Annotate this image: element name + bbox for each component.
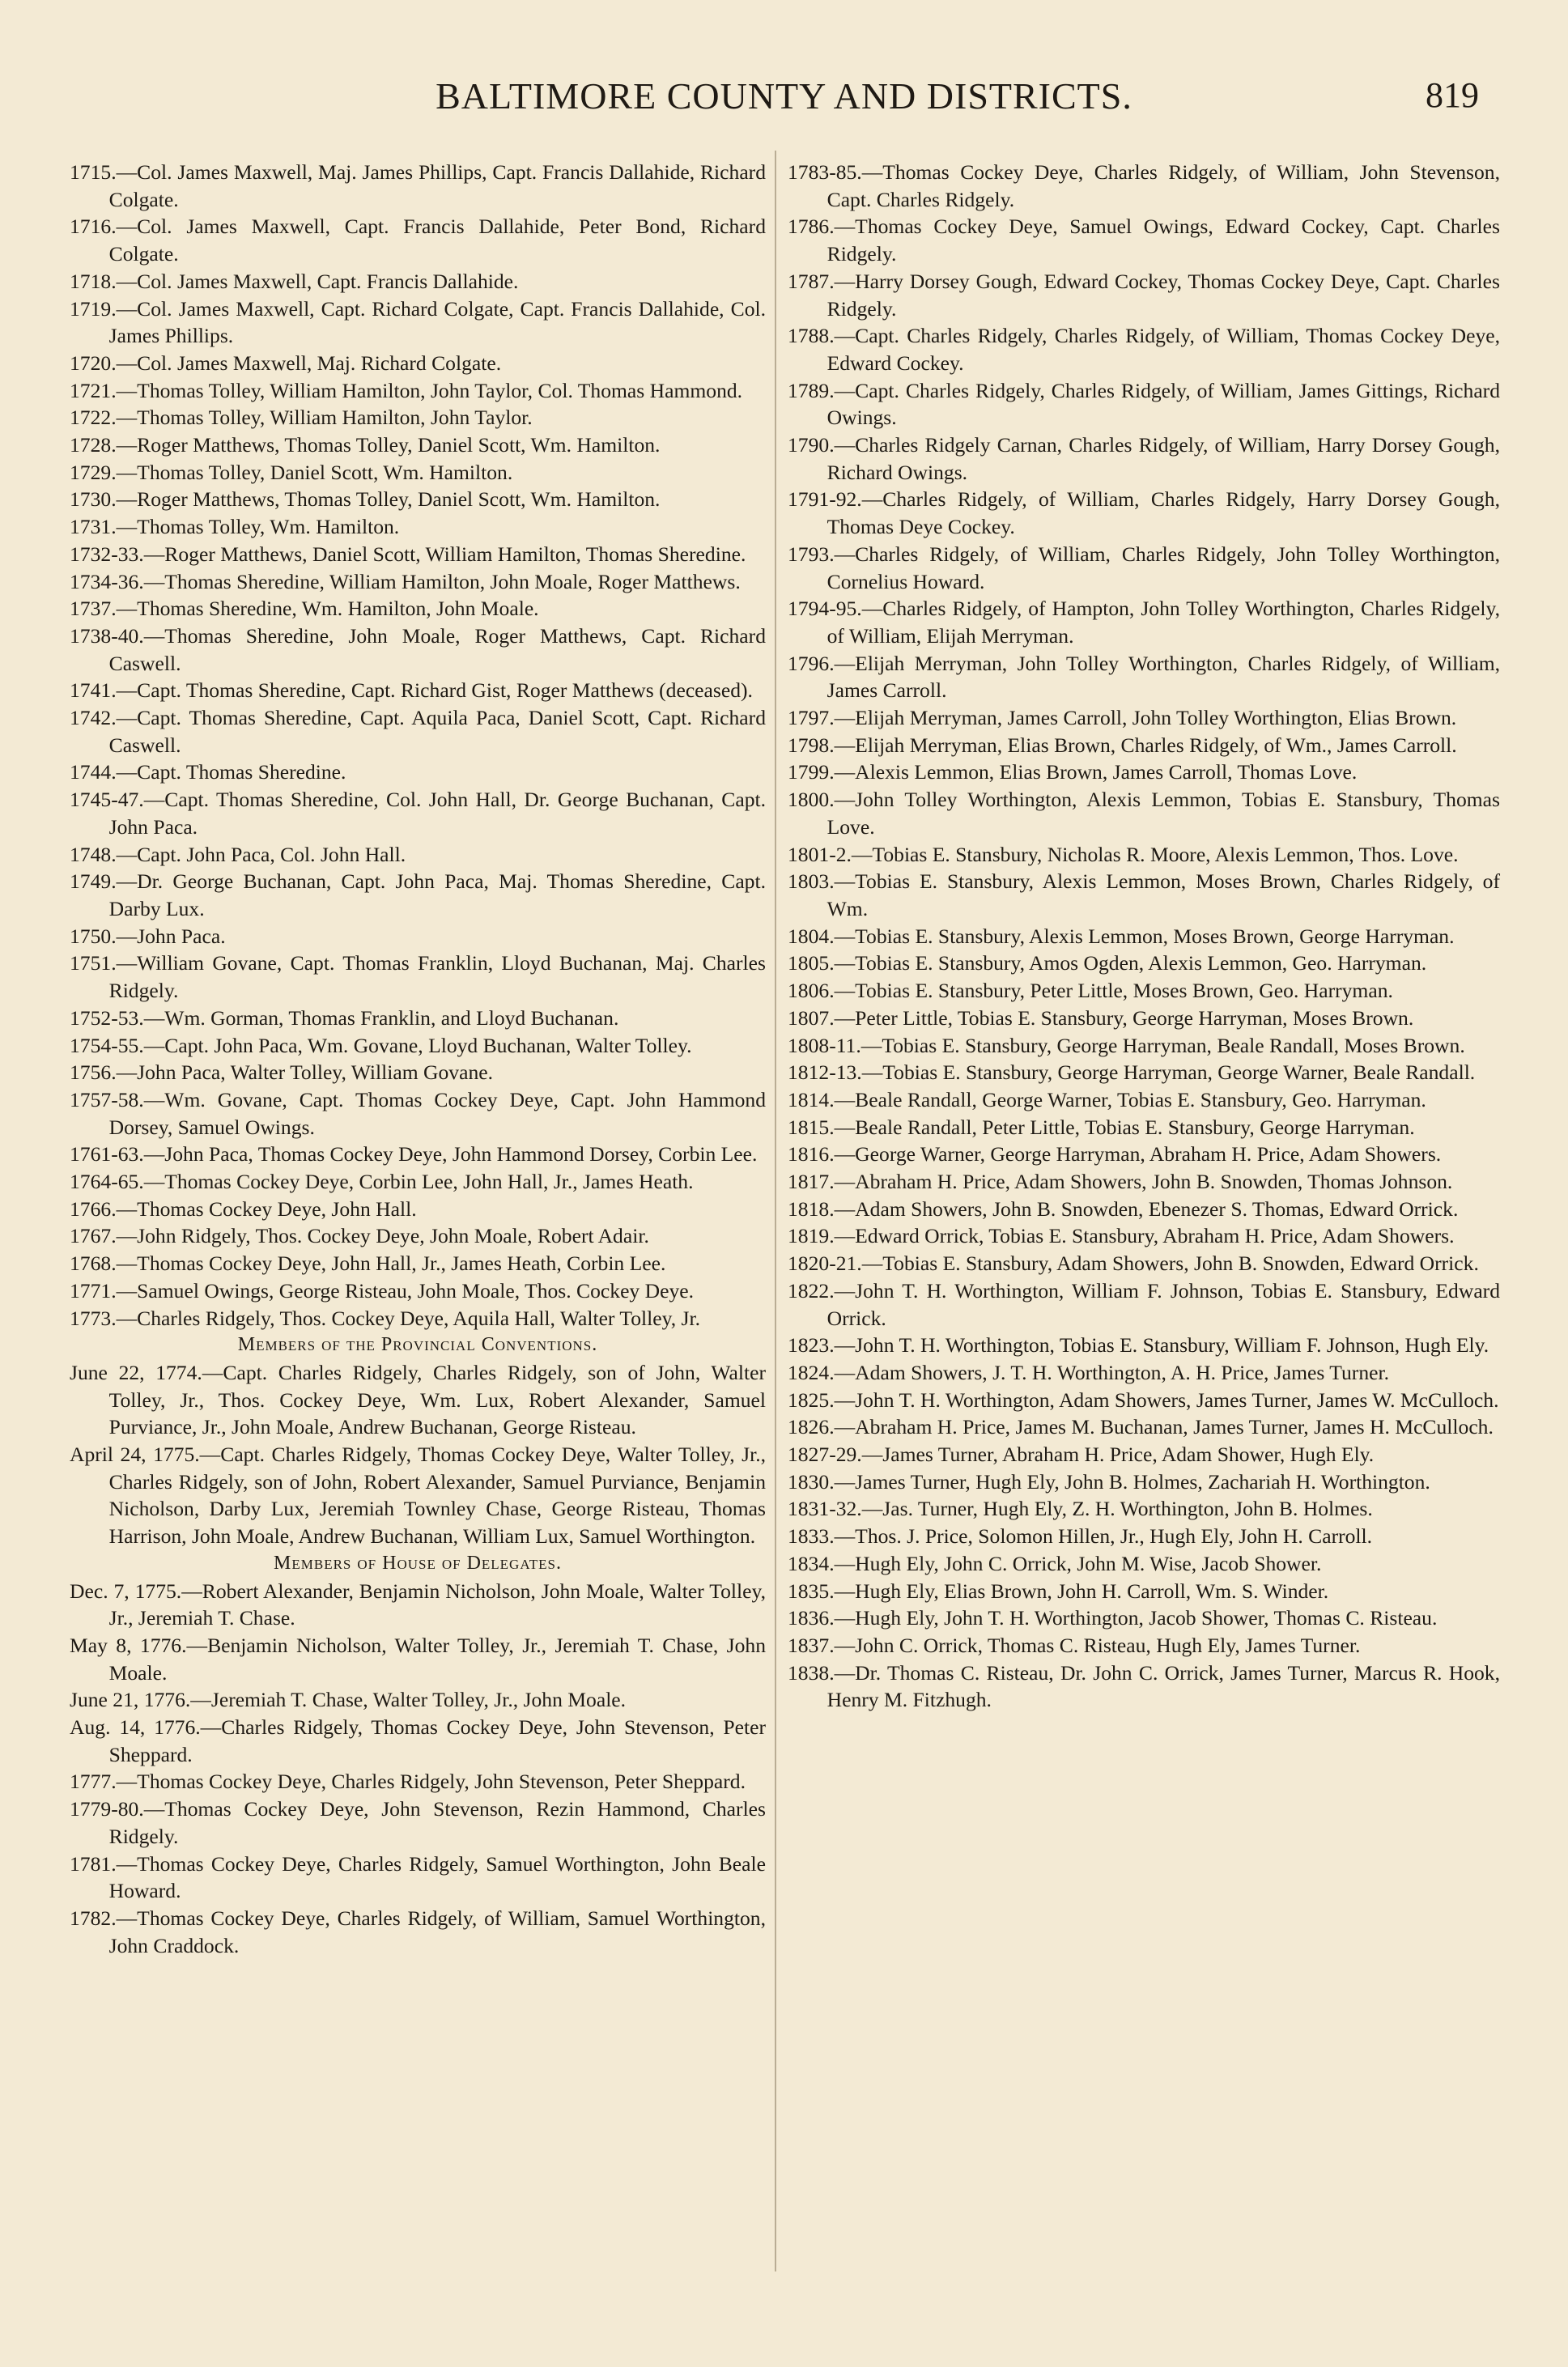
delegate-entry: 1794-95.—Charles Ridgely, of Hampton, John Tolley Worthington, Charles Ridgely, of William, Elijah Merryman. — [788, 597, 1500, 648]
delegate-entry: 1777.—Thomas Cockey Deye, Charles Ridgely, John Stevenson, Peter Sheppard. — [70, 1770, 746, 1794]
delegate-entry: 1799.—Alexis Lemmon, Elias Brown, James Carroll, Thomas Love. — [788, 760, 1358, 784]
delegate-entry: 1807.—Peter Little, Tobias E. Stansbury, George Harryman, Moses Brown. — [788, 1005, 1414, 1030]
delegate-entry: 1749.—Dr. George Buchanan, Capt. John Paca, Maj. Thomas Sheredine, Capt. Darby Lux. — [70, 869, 766, 920]
delegate-entry: 1788.—Capt. Charles Ridgely, Charles Ridgely, of William, Thomas Cockey Deye, Edward Cockey. — [788, 324, 1500, 375]
delegate-entry: 1791-92.—Charles Ridgely, of William, Charles Ridgely, Harry Dorsey Gough, Thomas Deye Cockey. — [788, 487, 1500, 539]
delegate-entry: Aug. 14, 1776.—Charles Ridgely, Thomas Cockey Deye, John Stevenson, Peter Sheppard. — [70, 1715, 766, 1766]
delegate-entry: 1824.—Adam Showers, J. T. H. Worthington, A. H. Price, James Turner. — [788, 1360, 1389, 1384]
delegate-entry: 1722.—Thomas Tolley, William Hamilton, John Taylor. — [70, 406, 533, 430]
delegate-entry: 1742.—Capt. Thomas Sheredine, Capt. Aquila Paca, Daniel Scott, Capt. Richard Caswell. — [70, 706, 766, 757]
delegate-entry: 1797.—Elijah Merryman, James Carroll, John Tolley Worthington, Elias Brown. — [788, 706, 1457, 730]
delegate-entry: 1718.—Col. James Maxwell, Capt. Francis Dallahide. — [70, 269, 519, 293]
page-title: BALTIMORE COUNTY AND DISTRICTS. — [436, 75, 1132, 117]
delegate-entry: 1715.—Col. James Maxwell, Maj. James Phillips, Capt. Francis Dallahide, Richard Colgate. — [70, 160, 766, 211]
delegate-entry: 1773.—Charles Ridgely, Thos. Cockey Deye, Aquila Hall, Walter Tolley, Jr. — [70, 1306, 701, 1330]
delegate-entry: 1837.—John C. Orrick, Thomas C. Risteau, Hugh Ely, James Turner. — [788, 1633, 1361, 1657]
delegate-entry: 1764-65.—Thomas Cockey Deye, Corbin Lee, John Hall, Jr., James Heath. — [70, 1170, 694, 1194]
delegate-entry: 1830.—James Turner, Hugh Ely, John B. Holmes, Zachariah H. Worthington. — [788, 1469, 1430, 1494]
delegate-entry: 1790.—Charles Ridgely Carnan, Charles Ridgely, of William, Harry Dorsey Gough, Richard Owings. — [788, 433, 1500, 484]
delegate-entry: 1808-11.—Tobias E. Stansbury, George Harryman, Beale Randall, Moses Brown. — [788, 1033, 1465, 1057]
column-divider — [775, 151, 776, 2271]
delegate-entry: 1761-63.—John Paca, Thomas Cockey Deye, John Hammond Dorsey, Corbin Lee. — [70, 1142, 758, 1167]
delegate-entry: 1796.—Elijah Merryman, John Tolley Worthington, Charles Ridgely, of William, James Carroll. — [788, 651, 1500, 703]
delegate-entry: 1819.—Edward Orrick, Tobias E. Stansbury, Abraham H. Price, Adam Showers. — [788, 1224, 1455, 1248]
delegate-entry: 1818.—Adam Showers, John B. Snowden, Ebenezer S. Thomas, Edward Orrick. — [788, 1196, 1459, 1221]
delegate-entry: 1721.—Thomas Tolley, William Hamilton, John Taylor, Col. Thomas Hammond. — [70, 378, 743, 402]
delegate-entry: 1812-13.—Tobias E. Stansbury, George Harryman, George Warner, Beale Randall. — [788, 1060, 1476, 1085]
section-heading: Members of House of Delegates. — [274, 1552, 562, 1574]
section-heading: Members of the Provincial Conventions. — [237, 1334, 598, 1356]
delegate-entry: Dec. 7, 1775.—Robert Alexander, Benjamin Nicholson, John Moale, Walter Tolley, Jr., Jeremiah T. Chase. — [70, 1579, 766, 1630]
delegate-entry: 1822.—John T. H. Worthington, William F. Johnson, Tobias E. Stansbury, Edward Orrick. — [788, 1278, 1500, 1330]
delegate-entry: 1833.—Thos. J. Price, Solomon Hillen, Jr., Hugh Ely, John H. Carroll. — [788, 1524, 1373, 1549]
delegate-entry: 1741.—Capt. Thomas Sheredine, Capt. Richard Gist, Roger Matthews (deceased). — [70, 678, 753, 703]
delegate-entry: 1771.—Samuel Owings, George Risteau, John Moale, Thos. Cockey Deye. — [70, 1278, 695, 1302]
delegate-entry: 1817.—Abraham H. Price, Adam Showers, John B. Snowden, Thomas Johnson. — [788, 1170, 1453, 1194]
delegate-entry: 1732-33.—Roger Matthews, Daniel Scott, William Hamilton, Thomas Sheredine. — [70, 542, 746, 566]
delegate-entry: 1827-29.—James Turner, Abraham H. Price, Adam Shower, Hugh Ely. — [788, 1443, 1375, 1467]
delegate-entry: 1728.—Roger Matthews, Thomas Tolley, Daniel Scott, Wm. Hamilton. — [70, 433, 661, 457]
delegate-entry: 1752-53.—Wm. Gorman, Thomas Franklin, and Lloyd Buchanan. — [70, 1005, 619, 1030]
delegate-entry: 1730.—Roger Matthews, Thomas Tolley, Daniel Scott, Wm. Hamilton. — [70, 487, 661, 512]
delegate-entry: 1719.—Col. James Maxwell, Capt. Richard Colgate, Capt. Francis Dallahide, Col. James Phillips. — [70, 296, 766, 348]
delegate-entry: 1793.—Charles Ridgely, of William, Charles Ridgely, John Tolley Worthington, Cornelius Howard. — [788, 542, 1500, 593]
delegate-entry: 1766.—Thomas Cockey Deye, John Hall. — [70, 1196, 417, 1221]
delegate-entry: 1737.—Thomas Sheredine, Wm. Hamilton, John Moale. — [70, 597, 539, 621]
delegate-entry: 1781.—Thomas Cockey Deye, Charles Ridgely, Samuel Worthington, John Beale Howard. — [70, 1851, 766, 1903]
delegate-entry: 1767.—John Ridgely, Thos. Cockey Deye, John Moale, Robert Adair. — [70, 1224, 649, 1248]
delegate-entry: 1745-47.—Capt. Thomas Sheredine, Col. John Hall, Dr. George Buchanan, Capt. John Paca. — [70, 788, 766, 839]
delegate-entry: 1836.—Hugh Ely, John T. H. Worthington, Jacob Shower, Thomas C. Risteau. — [788, 1606, 1438, 1630]
delegate-entry: 1768.—Thomas Cockey Deye, John Hall, Jr., James Heath, Corbin Lee. — [70, 1251, 666, 1276]
delegate-entry: 1720.—Col. James Maxwell, Maj. Richard Colgate. — [70, 351, 502, 375]
delegate-entry: 1731.—Thomas Tolley, Wm. Hamilton. — [70, 515, 400, 539]
delegate-entry: 1729.—Thomas Tolley, Daniel Scott, Wm. Hamilton. — [70, 460, 513, 484]
delegate-entry: 1816.—George Warner, George Harryman, Abraham H. Price, Adam Showers. — [788, 1142, 1442, 1167]
delegate-entry: 1826.—Abraham H. Price, James M. Buchanan, James Turner, James H. McCulloch. — [788, 1415, 1494, 1439]
delegate-entry: 1744.—Capt. Thomas Sheredine. — [70, 760, 346, 784]
delegate-entry: 1786.—Thomas Cockey Deye, Samuel Owings, Edward Cockey, Capt. Charles Ridgely. — [788, 215, 1500, 266]
delegate-entry: 1815.—Beale Randall, Peter Little, Tobias E. Stansbury, George Harryman. — [788, 1115, 1415, 1139]
delegate-entry: 1820-21.—Tobias E. Stansbury, Adam Showers, John B. Snowden, Edward Orrick. — [788, 1251, 1479, 1276]
delegate-entry: May 8, 1776.—Benjamin Nicholson, Walter Tolley, Jr., Jeremiah T. Chase, John Moale. — [70, 1633, 766, 1685]
delegate-entry: 1716.—Col. James Maxwell, Capt. Francis Dallahide, Peter Bond, Richard Colgate. — [70, 215, 766, 266]
delegate-entry: 1825.—John T. H. Worthington, Adam Showers, James Turner, James W. McCulloch. — [788, 1387, 1499, 1412]
delegate-entry: June 21, 1776.—Jeremiah T. Chase, Walter Tolley, Jr., John Moale. — [70, 1688, 627, 1712]
delegate-entry: 1831-32.—Jas. Turner, Hugh Ely, Z. H. Worthington, John B. Holmes. — [788, 1497, 1373, 1521]
delegate-entry: 1800.—John Tolley Worthington, Alexis Lemmon, Tobias E. Stansbury, Thomas Love. — [788, 788, 1500, 839]
delegate-entry: 1751.—William Govane, Capt. Thomas Franklin, Lloyd Buchanan, Maj. Charles Ridgely. — [70, 951, 766, 1003]
delegate-entry: 1787.—Harry Dorsey Gough, Edward Cockey, Thomas Cockey Deye, Capt. Charles Ridgely. — [788, 269, 1500, 321]
delegate-entry: 1783-85.—Thomas Cockey Deye, Charles Ridgely, of William, John Stevenson, Capt. Charles Ridgely. — [788, 160, 1500, 211]
delegate-entry: 1806.—Tobias E. Stansbury, Peter Little, Moses Brown, Geo. Harryman. — [788, 979, 1393, 1003]
delegate-entry: 1834.—Hugh Ely, John C. Orrick, John M. Wise, Jacob Shower. — [788, 1551, 1322, 1575]
delegate-entry: 1838.—Dr. Thomas C. Risteau, Dr. John C. Orrick, James Turner, Marcus R. Hook, Henry M. Fitzhugh. — [788, 1660, 1500, 1712]
delegate-entry: 1756.—John Paca, Walter Tolley, William Govane. — [70, 1060, 494, 1085]
delegate-entry: 1738-40.—Thomas Sheredine, John Moale, Roger Matthews, Capt. Richard Caswell. — [70, 623, 766, 675]
delegate-entry: 1782.—Thomas Cockey Deye, Charles Ridgely, of William, Samuel Worthington, John Craddock. — [70, 1906, 766, 1957]
delegate-entry: 1734-36.—Thomas Sheredine, William Hamilton, John Moale, Roger Matthews. — [70, 569, 741, 593]
delegate-entry: 1804.—Tobias E. Stansbury, Alexis Lemmon, Moses Brown, George Harryman. — [788, 924, 1455, 948]
delegate-entry: 1823.—John T. H. Worthington, Tobias E. Stansbury, William F. Johnson, Hugh Ely. — [788, 1333, 1489, 1358]
delegate-entry: April 24, 1775.—Capt. Charles Ridgely, Thomas Cockey Deye, Walter Tolley, Jr., Charles Ridgely, son of John, Robert Alexander, Samuel Purviance, Benjamin Nicholson, Darby Lux, Jeremiah Townley Chase, George Risteau, Thomas Harrison, John Moale, Andrew Buchanan, William Lux, Samuel Worthington. — [70, 1443, 766, 1549]
delegate-entry: 1754-55.—Capt. John Paca, Wm. Govane, Lloyd Buchanan, Walter Tolley. — [70, 1033, 692, 1057]
delegate-entry: 1835.—Hugh Ely, Elias Brown, John H. Carroll, Wm. S. Winder. — [788, 1579, 1329, 1603]
delegate-entry: 1779-80.—Thomas Cockey Deye, John Stevenson, Rezin Hammond, Charles Ridgely. — [70, 1797, 766, 1848]
delegate-entry: 1757-58.—Wm. Govane, Capt. Thomas Cockey Deye, Capt. John Hammond Dorsey, Samuel Owings. — [70, 1087, 766, 1139]
right-column — [788, 159, 1500, 1714]
delegate-entry: 1801-2.—Tobias E. Stansbury, Nicholas R. Moore, Alexis Lemmon, Thos. Love. — [788, 842, 1459, 866]
delegate-entry: 1748.—Capt. John Paca, Col. John Hall. — [70, 842, 406, 866]
delegate-entry: 1803.—Tobias E. Stansbury, Alexis Lemmon, Moses Brown, Charles Ridgely, of Wm. — [788, 869, 1500, 920]
delegate-entry: 1789.—Capt. Charles Ridgely, Charles Ridgely, of William, James Gittings, Richard Owings. — [788, 378, 1500, 430]
delegate-entry: 1814.—Beale Randall, George Warner, Tobias E. Stansbury, Geo. Harryman. — [788, 1087, 1426, 1111]
delegate-entry: 1798.—Elijah Merryman, Elias Brown, Charles Ridgely, of Wm., James Carroll. — [788, 733, 1457, 757]
delegate-entry: June 22, 1774.—Capt. Charles Ridgely, Charles Ridgely, son of John, Walter Tolley, Jr., Thos. Cockey Deye, Wm. Lux, Robert Alexander, Samuel Purviance, Jr., John Moale, Andrew Buchanan, George Risteau. — [70, 1360, 766, 1439]
delegate-entry: 1805.—Tobias E. Stansbury, Amos Ogden, Alexis Lemmon, Geo. Harryman. — [788, 951, 1427, 975]
left-column — [70, 159, 766, 1959]
delegate-entry: 1750.—John Paca. — [70, 924, 226, 948]
page-number: 819 — [1426, 75, 1479, 115]
